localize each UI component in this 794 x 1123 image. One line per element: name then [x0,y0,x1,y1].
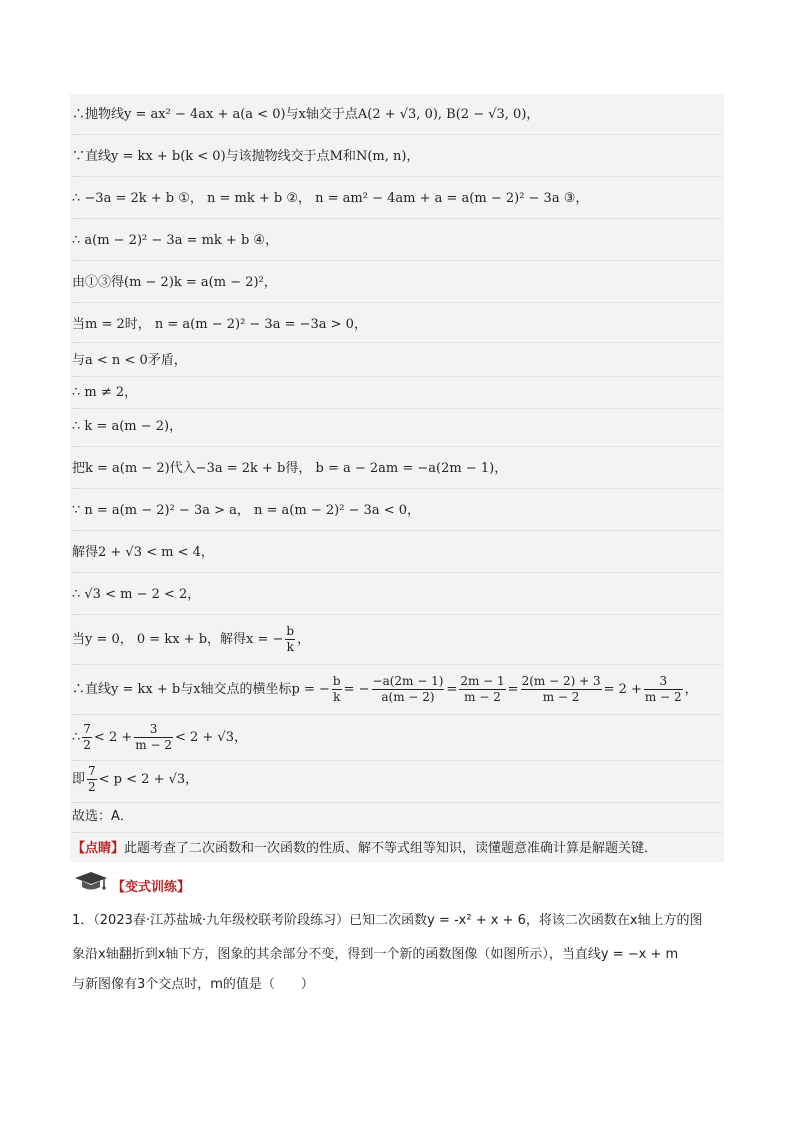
fraction: $\frac{b}{k}$ [286,624,295,654]
solution-line-14: 当y = 0， 0 = kx + b，解得x = − $\frac{b}{k}$ ， [72,624,311,654]
comment-tag: 【点睛】 [72,841,125,856]
solution-line-7: 与a < n < 0矛盾， [72,353,187,368]
fraction: $\frac{7}{2}$ [88,764,96,794]
separator [72,530,722,531]
solution-line-11: ∵ n = a(m − 2)² − 3a > a， n = a(m − 2)² − 3a < 0， [72,503,421,518]
solution-line-2: ∵直线y = kx + b(k < 0)与该抛物线交于点M和N(m, n)， [72,149,420,164]
separator [72,802,722,803]
separator [72,832,722,833]
variant-training-title: 【变式训练】 [112,880,191,895]
fraction: $\frac{3}{m - 2}$ [644,674,682,704]
fraction: $\frac{b}{k}$ [332,674,341,704]
solution-line-8: ∴ m ≠ 2， [72,385,138,400]
comment-line: 【点睛】此题考查了二次函数和一次函数的性质、解不等式组等知识，读懂题意准确计算是解题关键． [72,841,658,856]
separator [72,134,722,135]
separator [72,714,722,715]
solution-line-3: ∴ −3a = 2k + b ①， n = mk + b ②， n = am² − 4am + a = a(m − 2)² − 3a ③， [72,191,589,206]
separator [72,572,722,573]
separator [72,664,722,665]
separator [72,376,722,377]
fraction: $\frac{2(m - 2) + 3}{m - 2}$ [521,674,601,704]
solution-line-1: ∴抛物线y = ax² − 4ax + a(a < 0)与x轴交于点A(2 + √3, 0), B(2 − √3, 0)， [72,107,540,122]
solution-line-5: 由①③得(m − 2)k = a(m − 2)²， [72,275,277,290]
separator [72,488,722,489]
fraction: $\frac{-a(2m - 1)}{a(m - 2)}$ [372,674,444,704]
graduation-cap-icon [74,870,108,896]
question-line-2: 象沿x轴翻折到x轴下方，图象的其余部分不变，得到一个新的函数图像（如图所示），当直线y = −x + m [72,947,679,962]
solution-line-6: 当m = 2时， n = a(m − 2)² − 3a = −3a > 0， [72,317,367,332]
separator [72,760,722,761]
solution-line-16: ∴ $\frac{7}{2}$ < 2 + $\frac{3}{m - 2}$ < 2 + √3， [72,722,247,752]
solution-line-9: ∴ k = a(m − 2)， [72,419,183,434]
solution-line-18: 故选：A． [72,809,133,824]
solution-line-12: 解得2 + √3 < m < 4， [72,545,214,560]
question-line-1: 1．（2023春·江苏盐城·九年级校联考阶段练习）已知二次函数y = -x² + x + 6，将该二次函数在x轴上方的图 [72,913,703,928]
question-line-3: 与新图像有3个交点时，m的值是（ ） [72,977,314,992]
solution-line-17: 即 $\frac{7}{2}$ < p < 2 + √3， [72,764,199,794]
solution-line-15: ∴直线y = kx + b与x轴交点的横坐标p = − $\frac{b}{k}$ = − $\frac{-a(2m - 1)}{a(m - 2)}$ = $\frac{2m - 1}{m - 2}$ = $\frac{2(m - 2) + 3}{m - 2}$ = 2 + $\frac{3}{m - 2}$ ， [72,674,698,704]
separator [72,218,722,219]
separator [72,614,722,615]
fraction: $\frac{3}{m - 2}$ [135,722,172,752]
fraction: $\frac{7}{2}$ [83,722,91,752]
solution-line-13: ∴ √3 < m − 2 < 2， [72,587,201,602]
separator [72,446,722,447]
fraction: $\frac{2m - 1}{m - 2}$ [460,674,505,704]
separator [72,342,722,343]
separator [72,302,722,303]
solution-line-10: 把k = a(m − 2)代入−3a = 2k + b得， b = a − 2am = −a(2m − 1)， [72,461,508,476]
solution-line-4: ∴ a(m − 2)² − 3a = mk + b ④， [72,233,279,248]
separator [72,260,722,261]
separator [72,176,722,177]
separator [72,408,722,409]
